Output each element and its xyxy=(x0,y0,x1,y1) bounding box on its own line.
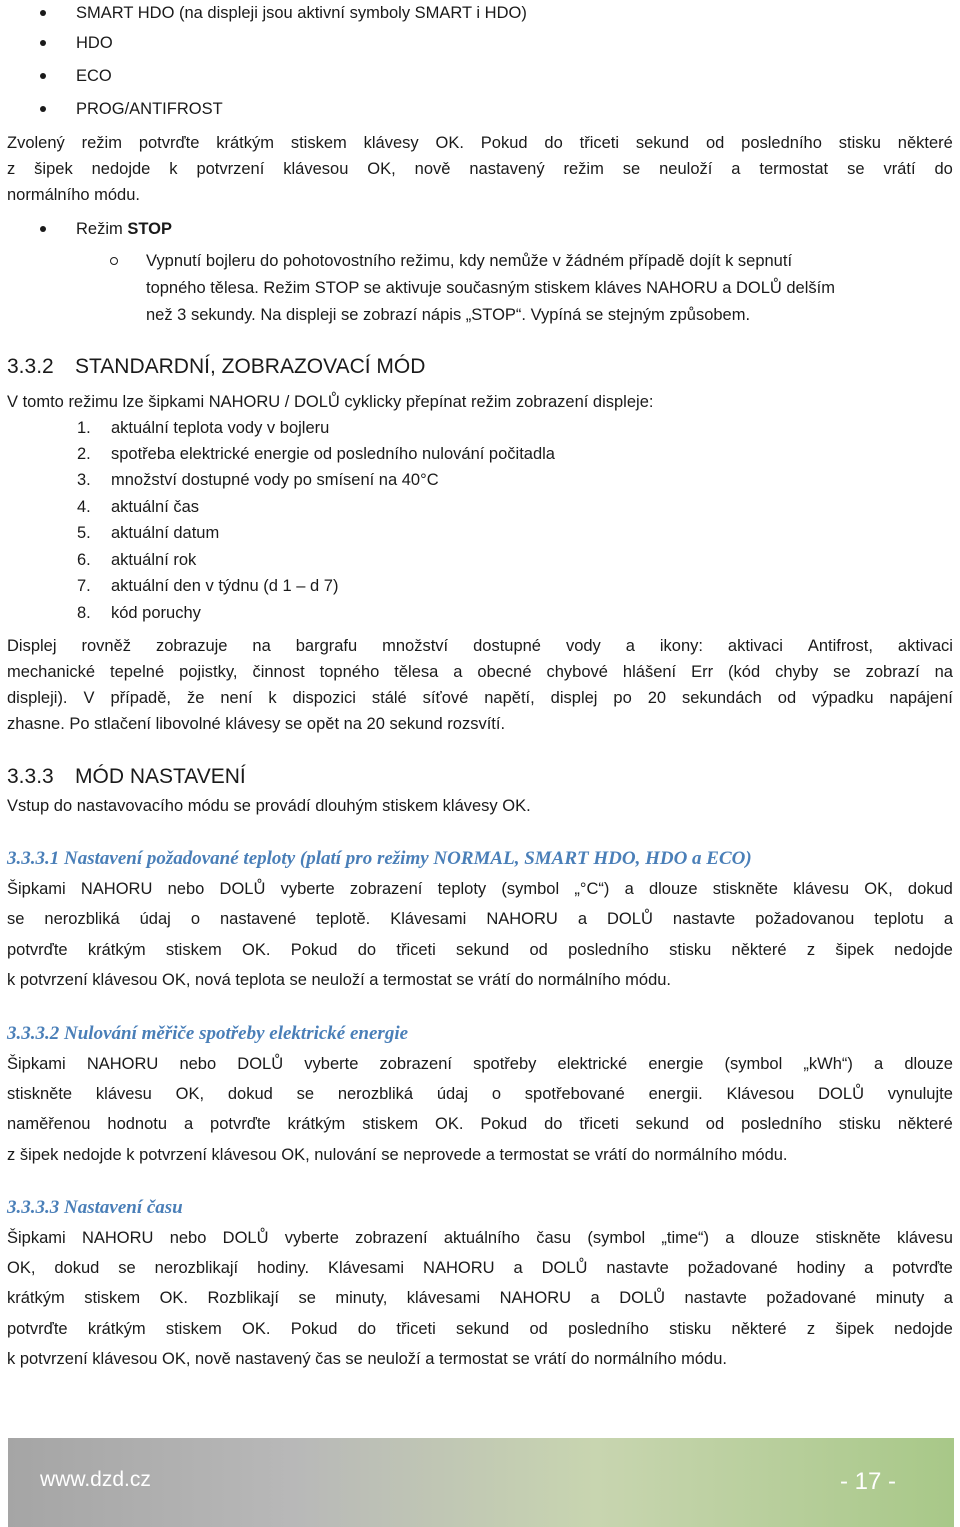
word: rovněž xyxy=(81,637,131,655)
paragraph-line: k potvrzení klávesou OK, nová teplota se neuloží a termostat se vrátí do normálního módu. xyxy=(7,971,672,989)
word: DOLŮ xyxy=(607,910,653,928)
word: nastavte xyxy=(672,910,736,928)
word: krátkým xyxy=(87,1320,146,1338)
word: a xyxy=(513,1259,523,1277)
word: a xyxy=(453,663,463,681)
word: chybové xyxy=(546,663,608,681)
word: Pokud xyxy=(290,941,338,959)
word: po xyxy=(613,689,632,707)
word: třiceti xyxy=(579,1115,619,1133)
subsection-heading-3331: 3.3.3.1 Nastavení požadované teploty (platí pro režimy NORMAL, SMART HDO, HDO a ECO) xyxy=(7,848,752,869)
word: se xyxy=(296,1085,315,1103)
word: činnost xyxy=(252,663,305,681)
word: stiskněte xyxy=(7,1085,73,1103)
word: NAHORU xyxy=(499,1289,572,1307)
word: OK. xyxy=(435,1115,464,1133)
word: a xyxy=(577,910,588,928)
word: do xyxy=(357,941,377,959)
word: V xyxy=(83,689,95,707)
word: šipek xyxy=(835,941,874,959)
bullet-dot xyxy=(40,40,46,46)
list-item-stop xyxy=(76,218,172,240)
word: se xyxy=(298,1289,316,1307)
word: nebo xyxy=(167,880,205,898)
word: k xyxy=(268,689,277,707)
word: nerozbliká xyxy=(44,910,120,928)
word: vrátí xyxy=(883,160,916,178)
word: údaj xyxy=(139,910,171,928)
word: bargrafu xyxy=(295,637,358,655)
word: OK, xyxy=(367,160,396,178)
section-intro: Vstup do nastavovacího módu se provádí dlouhým stiskem klávesy OK. xyxy=(7,797,531,815)
word: spotřeby xyxy=(473,1055,537,1073)
paragraph-line: zhasne. Po stlačení libovolné klávesy se opět na 20 sekund rozsvítí. xyxy=(7,715,506,733)
word: displeji). xyxy=(7,689,68,707)
word: aktivaci xyxy=(897,637,953,655)
word: NAHORU xyxy=(81,1229,154,1247)
word: se xyxy=(7,910,25,928)
word: NAHORU xyxy=(423,1259,495,1277)
word: Šipkami xyxy=(7,880,66,898)
word: na xyxy=(252,637,271,655)
word: topného xyxy=(319,663,380,681)
list-item: množství dostupné vody po smísení na 40°C xyxy=(111,471,439,489)
stop-label: STOP xyxy=(127,220,172,238)
word: tepelné xyxy=(110,663,165,681)
word: že xyxy=(186,689,205,707)
word: nastavte xyxy=(684,1289,747,1307)
word: nebo xyxy=(179,1055,217,1073)
word: a xyxy=(874,1055,884,1073)
word: režim xyxy=(81,134,122,152)
sub-list-line: Vypnutí bojleru do pohotovostního režimu, kdy nemůže v žádném případě dojít k sepnutí xyxy=(146,252,793,270)
word: a xyxy=(725,1229,735,1247)
word: sekund xyxy=(456,1320,510,1338)
word: od xyxy=(705,1115,725,1133)
word: se xyxy=(847,160,865,178)
word: DOLŮ xyxy=(619,1289,666,1307)
word: displej xyxy=(550,689,598,707)
paragraph-line xyxy=(7,635,953,657)
word: není xyxy=(220,689,253,707)
paragraph-line xyxy=(7,1113,953,1135)
list-item: aktuální rok xyxy=(111,551,197,569)
word: aktuálního xyxy=(443,1229,520,1247)
word: obecné xyxy=(477,663,532,681)
word: vyberte xyxy=(284,1229,339,1247)
word: hodiny xyxy=(796,1259,846,1277)
word: Zvolený xyxy=(7,134,65,152)
word: Rozblikají xyxy=(207,1289,279,1307)
word: zobrazí xyxy=(865,663,920,681)
list-item: aktuální den v týdnu (d 1 – d 7) xyxy=(111,577,339,595)
word: a xyxy=(183,1115,194,1133)
word: teplotě. xyxy=(316,910,371,928)
word: sekundách xyxy=(682,689,762,707)
word: potvrzení xyxy=(196,160,265,178)
word: vyberte xyxy=(280,880,335,898)
word: některé xyxy=(731,1320,787,1338)
word: stiskem xyxy=(290,134,347,152)
list-number: 7. xyxy=(77,577,91,595)
word: ikony: xyxy=(659,637,703,655)
word: chyby xyxy=(775,663,819,681)
subsection-heading-3332: 3.3.3.2 Nulování měřiče spotřeby elektrické energie xyxy=(7,1023,409,1044)
bullet-dot xyxy=(40,106,46,112)
word: krátkým xyxy=(216,134,274,152)
word: stiskněte xyxy=(815,1229,881,1247)
word: Klávesou xyxy=(726,1085,795,1103)
section-title: STANDARDNÍ, ZOBRAZOVACÍ MÓD xyxy=(75,355,426,378)
word: teplotu xyxy=(874,910,924,928)
list-item: aktuální datum xyxy=(111,524,220,542)
paragraph-line xyxy=(7,661,953,683)
section-number: 3.3.2 xyxy=(7,355,54,378)
paragraph-line xyxy=(7,1053,953,1075)
word: DOLŮ xyxy=(541,1259,588,1277)
word: dlouze xyxy=(904,1055,953,1073)
word: Err xyxy=(691,663,714,681)
word: vody xyxy=(565,637,601,655)
word: dispozici xyxy=(292,689,356,707)
word: potvrďte xyxy=(138,134,200,152)
word: Pokud xyxy=(480,134,528,152)
list-number: 8. xyxy=(77,604,91,622)
bullet-dot xyxy=(40,73,46,79)
paragraph-line xyxy=(7,1318,953,1340)
word: DOLŮ xyxy=(818,1085,864,1103)
word: a xyxy=(731,160,741,178)
word: OK. xyxy=(242,941,271,959)
word: stiskem xyxy=(165,941,222,959)
word: klávesami xyxy=(406,1289,481,1307)
list-number: 5. xyxy=(77,524,91,542)
word: do xyxy=(544,134,563,152)
word: energie xyxy=(648,1055,704,1073)
paragraph-line xyxy=(7,687,953,709)
word: se xyxy=(833,663,851,681)
stop-prefix: Režim xyxy=(76,220,128,238)
word: DOLŮ xyxy=(222,1229,269,1247)
word: hlášení xyxy=(622,663,677,681)
word: sekund xyxy=(456,941,510,959)
word: Displej xyxy=(7,637,57,655)
word: mechanické xyxy=(7,663,96,681)
word: požadované xyxy=(766,1289,857,1307)
word: hodiny. xyxy=(257,1259,310,1277)
word: stisku xyxy=(838,1115,881,1133)
word: potvrďte xyxy=(7,941,68,959)
word: případě, xyxy=(110,689,171,707)
list-item: aktuální čas xyxy=(111,498,200,516)
list-number: 4. xyxy=(77,498,91,516)
word: nastavený xyxy=(469,160,545,178)
word: DOLŮ xyxy=(219,880,266,898)
word: zobrazení xyxy=(349,880,423,898)
paragraph-line: k potvrzení klávesou OK, nově nastavený čas se neuloží a termostat se vrátí do normálního módu. xyxy=(7,1350,727,1368)
word: stálé xyxy=(371,689,407,707)
word: nebo xyxy=(169,1229,207,1247)
word: od xyxy=(529,1320,548,1338)
word: NAHORU xyxy=(86,1055,159,1073)
word: „kWh“) xyxy=(803,1055,853,1073)
word: termostat xyxy=(759,160,829,178)
word: z xyxy=(7,160,16,178)
word: OK. xyxy=(435,134,464,152)
word: klávesu xyxy=(793,880,850,898)
word: NAHORU xyxy=(80,880,153,898)
word: neuloží xyxy=(659,160,713,178)
list-item: aktuální teplota vody v bojleru xyxy=(111,419,330,437)
list-item: SMART HDO (na displeji jsou aktivní symboly SMART i HDO) xyxy=(76,4,527,22)
paragraph-line xyxy=(7,1287,953,1309)
word: zobrazení xyxy=(379,1055,452,1073)
word: nově xyxy=(414,160,451,178)
word: posledního xyxy=(568,941,649,959)
word: údaj xyxy=(436,1085,469,1103)
word: Šipkami xyxy=(7,1229,66,1247)
word: množství xyxy=(382,637,449,655)
word: a xyxy=(864,1259,874,1277)
word: síťové xyxy=(422,689,469,707)
word: režim xyxy=(563,160,604,178)
word: třiceti xyxy=(579,134,620,152)
word: elektrické xyxy=(557,1055,628,1073)
word: od xyxy=(529,941,548,959)
list-item: kód poruchy xyxy=(111,604,201,622)
sub-list-line: než 3 sekundy. Na displeji se zobrazí nápis „STOP“. Vypíná se stejným způsobem. xyxy=(146,306,751,324)
paragraph-line xyxy=(7,132,953,154)
word: Antifrost, xyxy=(807,637,873,655)
word: minuty xyxy=(875,1289,925,1307)
word: dokud xyxy=(54,1259,100,1277)
word: a xyxy=(590,1289,600,1307)
section-title: MÓD NASTAVENÍ xyxy=(75,765,246,788)
subsection-heading-3333: 3.3.3.3 Nastavení času xyxy=(7,1197,183,1218)
word: do xyxy=(934,160,953,178)
word: energii. xyxy=(648,1085,703,1103)
word: napětí, xyxy=(484,689,535,707)
word: o xyxy=(190,910,200,928)
word: klávesy xyxy=(363,134,419,152)
word: stisku xyxy=(669,1320,712,1338)
word: dostupné xyxy=(473,637,541,655)
sub-bullet-circle xyxy=(110,257,118,265)
word: některé xyxy=(897,1115,953,1133)
word: klávesou xyxy=(283,160,349,178)
list-item: PROG/ANTIFROST xyxy=(76,100,223,118)
word: stisku xyxy=(838,134,881,152)
word: sekund xyxy=(635,134,690,152)
word: hodnotu xyxy=(107,1115,168,1133)
section-number: 3.3.3 xyxy=(7,765,54,788)
page-footer xyxy=(8,1438,954,1527)
word: Klávesami xyxy=(390,910,467,928)
word: krátkým xyxy=(7,1289,65,1307)
paragraph-line xyxy=(7,939,953,961)
word: pojistky, xyxy=(179,663,238,681)
word: a xyxy=(625,637,635,655)
word: od xyxy=(705,134,725,152)
section-heading-333 xyxy=(7,764,246,790)
word: (kód xyxy=(728,663,761,681)
word: potvrďte xyxy=(210,1115,271,1133)
word: dokud xyxy=(907,880,953,898)
word: třiceti xyxy=(396,1320,436,1338)
word: klávesu xyxy=(896,1229,953,1247)
word: a xyxy=(943,910,953,928)
word: některé xyxy=(897,134,953,152)
word: vynulujte xyxy=(887,1085,953,1103)
paragraph-line xyxy=(7,1227,953,1249)
word: nerozbliká xyxy=(337,1085,414,1103)
word: požadovanou xyxy=(755,910,855,928)
word: výpadku xyxy=(812,689,874,707)
word: z xyxy=(806,1320,816,1338)
word: sekund xyxy=(635,1115,689,1133)
word: krátkým xyxy=(287,1115,346,1133)
word: NAHORU xyxy=(486,910,558,928)
bullet-dot xyxy=(40,10,46,16)
paragraph-line: normálního módu. xyxy=(7,186,140,204)
list-number: 1. xyxy=(77,419,91,437)
word: na xyxy=(934,663,953,681)
paragraph-line xyxy=(7,158,953,180)
word: tělesa xyxy=(394,663,439,681)
word: (symbol xyxy=(724,1055,783,1073)
word: DOLŮ xyxy=(237,1055,284,1073)
word: do xyxy=(357,1320,377,1338)
list-item: HDO xyxy=(76,34,113,52)
word: času xyxy=(536,1229,572,1247)
sub-list-line: topného tělesa. Režim STOP se aktivuje současným stiskem kláves NAHORU a DOLŮ delším xyxy=(146,279,835,297)
word: a xyxy=(624,880,634,898)
word: dokud xyxy=(227,1085,273,1103)
footer-website-link[interactable]: www.dzd.cz xyxy=(40,1468,151,1491)
word: Pokud xyxy=(480,1115,528,1133)
word: aktivaci xyxy=(727,637,783,655)
list-item: ECO xyxy=(76,67,112,85)
list-number: 2. xyxy=(77,445,91,463)
word: nedojde xyxy=(894,941,953,959)
word: potvrďte xyxy=(892,1259,953,1277)
word: krátkým xyxy=(87,941,146,959)
word: minuty, xyxy=(335,1289,388,1307)
word: o xyxy=(491,1085,501,1103)
word: „°C“) xyxy=(574,880,610,898)
word: některé xyxy=(731,941,787,959)
word: stiskem xyxy=(165,1320,222,1338)
word: třiceti xyxy=(396,941,436,959)
word: nastavte xyxy=(606,1259,669,1277)
list-item: spotřeba elektrické energie od posledního nulování počitadla xyxy=(111,445,555,463)
word: šipek xyxy=(835,1320,874,1338)
bullet-dot xyxy=(40,226,46,232)
word: se xyxy=(118,1259,136,1277)
section-heading-332 xyxy=(7,354,425,380)
word: nedojde xyxy=(894,1320,953,1338)
word: stiskem xyxy=(362,1115,419,1133)
word: zobrazení xyxy=(355,1229,428,1247)
word: naměřenou xyxy=(7,1115,91,1133)
word: OK, xyxy=(7,1259,36,1277)
word: napájení xyxy=(889,689,953,707)
word: zobrazuje xyxy=(155,637,228,655)
word: dlouze xyxy=(648,880,698,898)
word: „time“) xyxy=(661,1229,710,1247)
paragraph-line xyxy=(7,878,953,900)
word: stiskem xyxy=(84,1289,141,1307)
paragraph-line xyxy=(7,1083,953,1105)
word: nastavené xyxy=(219,910,297,928)
word: dlouze xyxy=(750,1229,800,1247)
word: klávesu xyxy=(95,1085,152,1103)
word: OK. xyxy=(242,1320,271,1338)
word: z xyxy=(806,941,816,959)
word: Klávesami xyxy=(327,1259,405,1277)
list-number: 3. xyxy=(77,471,91,489)
word: se xyxy=(622,160,641,178)
word: posledního xyxy=(568,1320,649,1338)
word: šipek xyxy=(34,160,73,178)
word: vyberte xyxy=(304,1055,359,1073)
word: OK, xyxy=(175,1085,205,1103)
word: posledního xyxy=(741,1115,822,1133)
word: spotřebované xyxy=(524,1085,625,1103)
page-number: - 17 - xyxy=(839,1468,896,1495)
paragraph-line xyxy=(7,908,953,930)
word: do xyxy=(544,1115,563,1133)
word: Šipkami xyxy=(7,1055,66,1073)
word: stiskněte xyxy=(712,880,778,898)
word: OK. xyxy=(159,1289,189,1307)
word: od xyxy=(777,689,797,707)
word: posledního xyxy=(741,134,822,152)
word: 20 xyxy=(647,689,667,707)
word: (symbol xyxy=(587,1229,646,1247)
word: požadované xyxy=(687,1259,778,1277)
word: k xyxy=(169,160,178,178)
paragraph-line xyxy=(7,1257,953,1279)
word: OK, xyxy=(864,880,893,898)
word: potvrďte xyxy=(7,1320,68,1338)
section-intro: V tomto režimu lze šipkami NAHORU / DOLŮ cyklicky přepínat režim zobrazení displeje: xyxy=(7,393,654,411)
word: nedojde xyxy=(91,160,151,178)
list-number: 6. xyxy=(77,551,91,569)
paragraph-line: z šipek nedojde k potvrzení klávesou OK, nulování se neprovede a termostat se vrátí do normálního módu. xyxy=(7,1146,788,1164)
word: stisku xyxy=(669,941,712,959)
word: nerozblikají xyxy=(154,1259,239,1277)
word: teploty xyxy=(437,880,487,898)
word: Pokud xyxy=(290,1320,338,1338)
word: a xyxy=(943,1289,953,1307)
word: (symbol xyxy=(501,880,560,898)
